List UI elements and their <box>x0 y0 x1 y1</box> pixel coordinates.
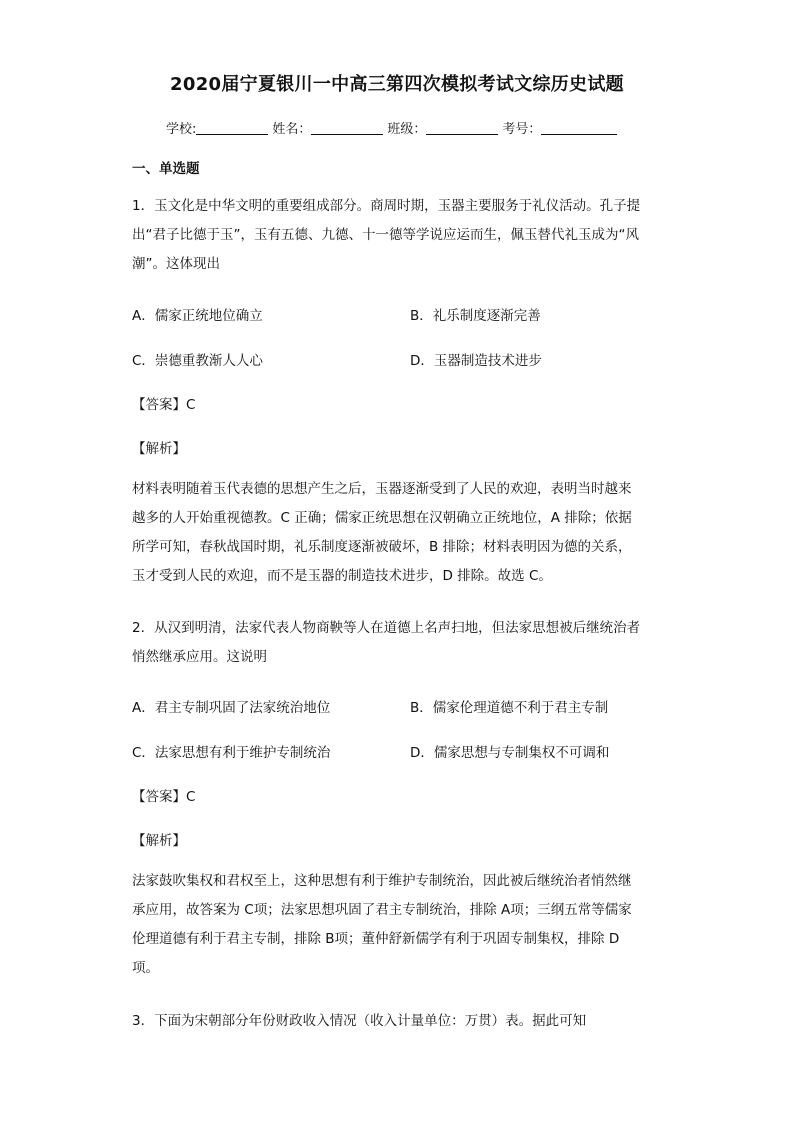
analysis-line: 越多的人开始重视德教。C 正确；儒家正统思想在汉朝确立正统地位，A 排除；依据 <box>132 510 632 526</box>
number-label: 考号： <box>502 122 542 137</box>
question-1-analysis <box>132 475 662 591</box>
stem-line: 出“君子比德于玉”，玉有五德、九德、十一德等学说应运而生，佩玉替代礼玉成为“风 <box>132 227 639 243</box>
stem-line: 潮”。这体现出 <box>132 256 220 272</box>
school-blank[interactable] <box>196 120 268 135</box>
number-blank[interactable] <box>541 120 617 135</box>
question-1-analysis-label: 【解析】 <box>132 441 186 457</box>
stem-line: 2．从汉到明清，法家代表人物商鞅等人在道德上名声扫地，但法家思想被后继统治者 <box>132 620 641 636</box>
name-blank[interactable] <box>311 120 383 135</box>
page-title: 2020届宁夏银川一中高三第四次模拟考试文综历史试题 <box>170 74 624 95</box>
analysis-line: 承应用，故答案为 C项；法家思想巩固了君主专制统治，排除 A项；三纲五常等儒家 <box>132 902 632 918</box>
question-1-answer: 【答案】C <box>132 397 196 413</box>
question-2-stem <box>132 614 662 672</box>
question-1-option-a[interactable]: A．儒家正统地位确立 <box>132 308 263 324</box>
question-2-analysis-label: 【解析】 <box>132 833 186 849</box>
class-blank[interactable] <box>426 120 498 135</box>
question-1-option-b[interactable]: B．礼乐制度逐渐完善 <box>410 308 541 324</box>
analysis-line: 材料表明随着玉代表德的思想产生之后，玉器逐渐受到了人民的欢迎，表明当时越来 <box>132 481 632 497</box>
question-2-option-d[interactable]: D．儒家思想与专制集权不可调和 <box>410 745 610 761</box>
school-label: 学校: <box>166 122 197 137</box>
question-3-stem <box>132 1007 662 1036</box>
stem-line: 3．下面为宋朝部分年份财政收入情况（收入计量单位：万贯）表。据此可知 <box>132 1013 587 1029</box>
analysis-line: 法家鼓吹集权和君权至上，这种思想有利于维护专制统治，因此被后继统治者悄然继 <box>132 873 632 889</box>
stem-line: 1．玉文化是中华文明的重要组成部分。商周时期，玉器主要服务于礼仪活动。孔子提 <box>132 198 641 214</box>
question-2-answer: 【答案】C <box>132 789 196 805</box>
question-2-analysis <box>132 867 662 983</box>
analysis-line: 项。 <box>132 960 159 976</box>
question-1-stem <box>132 192 662 279</box>
question-2-option-b[interactable]: B．儒家伦理道德不利于君主专制 <box>410 700 609 716</box>
question-2-option-a[interactable]: A．君主专制巩固了法家统治地位 <box>132 700 331 716</box>
student-info-line <box>166 118 621 137</box>
analysis-line: 玉才受到人民的欢迎，而不是玉器的制造技术进步，D 排除。故选 C。 <box>132 568 552 584</box>
question-1-option-c[interactable]: C．崇德重教渐人人心 <box>132 353 263 369</box>
analysis-line: 伦理道德有利于君主专制，排除 B项；董仲舒新儒学有利于巩固专制集权，排除 D <box>132 931 620 947</box>
question-1-option-d[interactable]: D．玉器制造技术进步 <box>410 353 542 369</box>
name-label: 姓名： <box>272 122 312 137</box>
analysis-line: 所学可知，春秋战国时期，礼乐制度逐渐被破坏，B 排除；材料表明因为德的关系， <box>132 539 632 555</box>
stem-line: 悄然继承应用。这说明 <box>132 649 267 665</box>
class-label: 班级： <box>387 122 427 137</box>
question-2-option-c[interactable]: C．法家思想有利于维护专制统治 <box>132 745 331 761</box>
section-title: 一、单选题 <box>132 161 200 177</box>
